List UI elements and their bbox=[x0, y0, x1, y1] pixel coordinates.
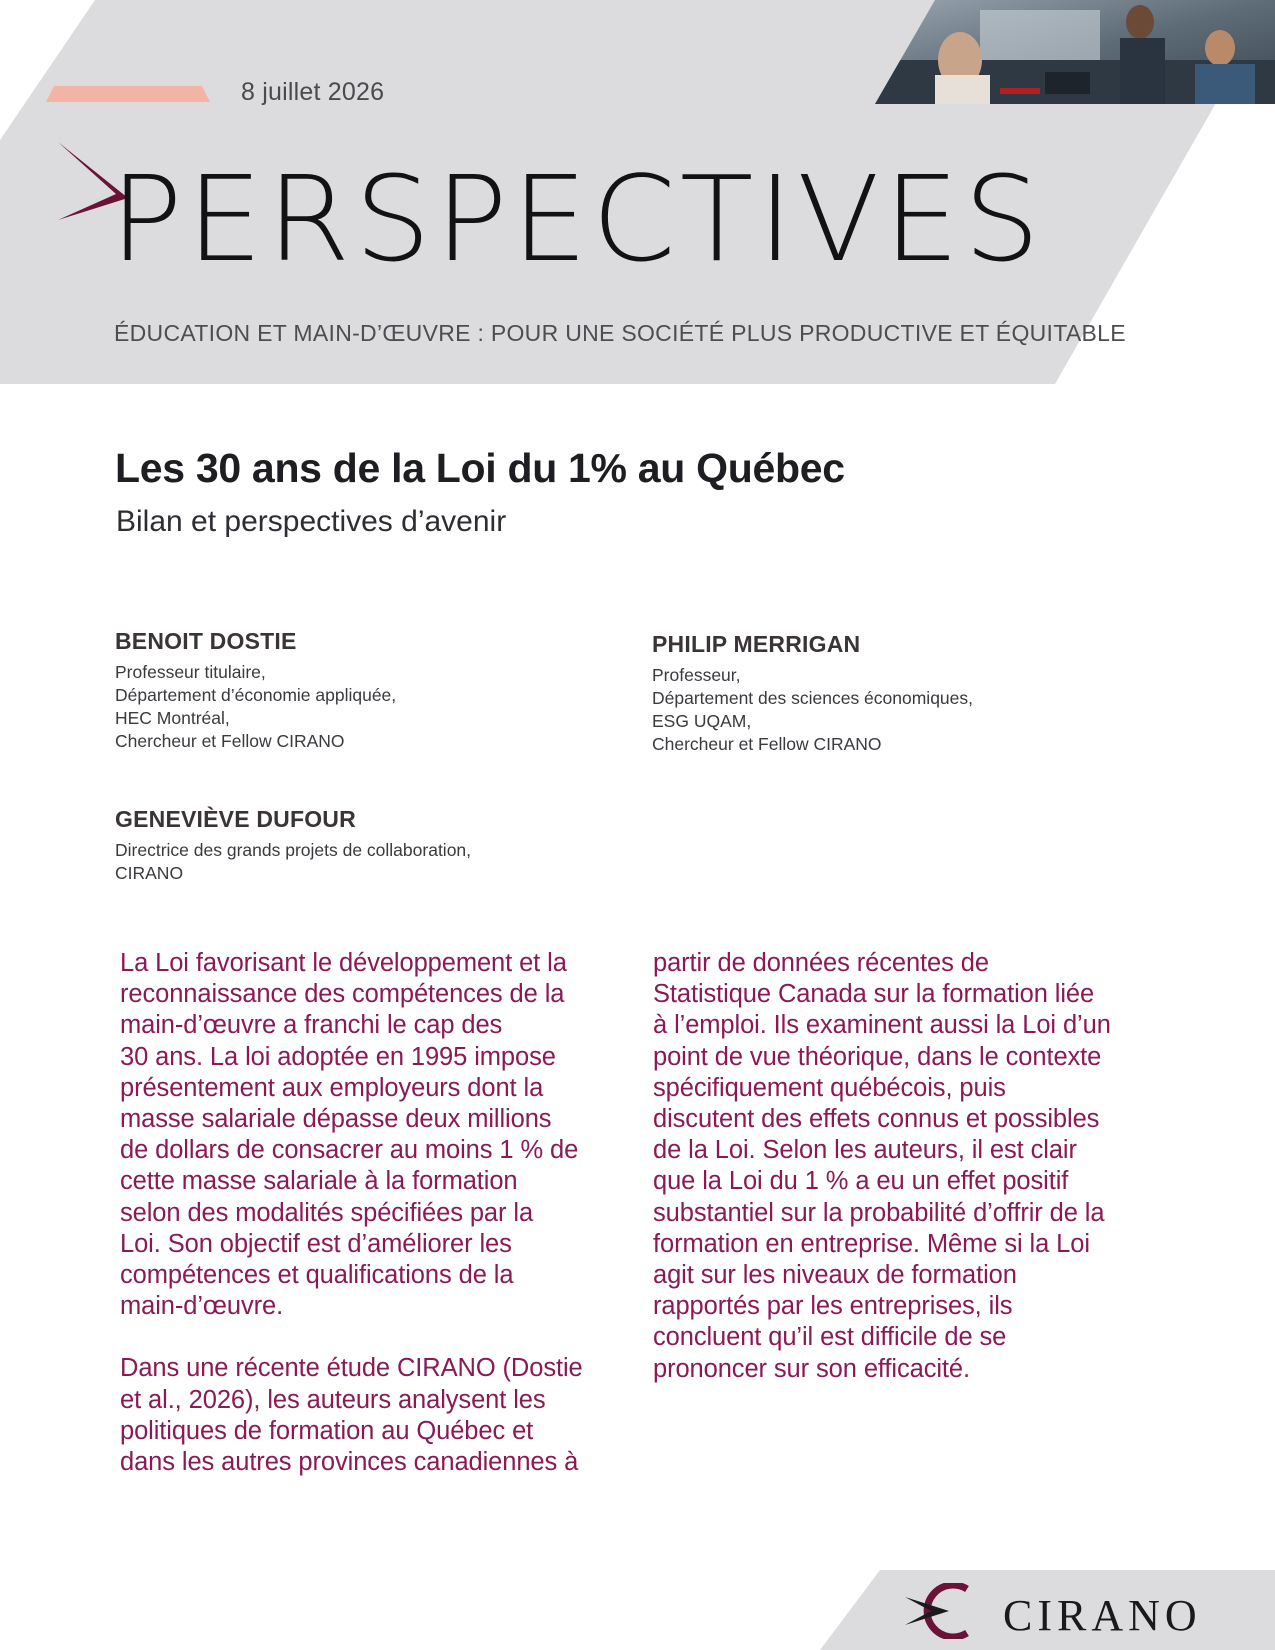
author-affiliation-line: Directrice des grands projets de collaboration, bbox=[115, 840, 472, 860]
cirano-logo-text: CIRANO bbox=[1003, 1591, 1202, 1640]
author-affiliation-line: Département d’économie appliquée, bbox=[115, 685, 397, 705]
body-paragraph: La Loi favorisant le développement et la reconnaissance des compétences de la main-d’œuvre a franchi le cap des 30 ans. La loi adoptée en 1995 impose présentement aux employeurs dont la masse salariale dépasse deux millions de dollars de consacrer au moins 1 % de cette masse salariale à la formation selon des modalités spécifiées par la Loi. Son objectif est d’améliorer les compétences et qualifications de la main-d’œuvre. bbox=[120, 949, 579, 1321]
author-affiliation-line: HEC Montréal, bbox=[115, 708, 230, 728]
cirano-logo-icon bbox=[905, 1583, 985, 1639]
body-paragraph: Dans une récente étude CIRANO (Dostie et al., 2026), les auteurs analysent les politiques de formation au Québec et dans les autres provinces canadiennes à bbox=[120, 1354, 583, 1477]
author-name: PHILIP MERRIGAN bbox=[652, 631, 861, 657]
author-affiliation-line: Chercheur et Fellow CIRANO bbox=[115, 731, 345, 751]
author-affiliation-line: Département des sciences économiques, bbox=[652, 688, 974, 708]
author-affiliation-line: ESG UQAM, bbox=[652, 711, 752, 731]
body-column-left bbox=[120, 948, 615, 1509]
body-column-right bbox=[653, 948, 1148, 1416]
author-block bbox=[115, 628, 396, 753]
author-name: BENOIT DOSTIE bbox=[115, 628, 297, 654]
author-block bbox=[115, 806, 471, 885]
author-affiliation-line: Chercheur et Fellow CIRANO bbox=[652, 734, 882, 754]
body-paragraph: partir de données récentes de Statistique Canada sur la formation liée à l’emploi. Ils examinent aussi la Loi d’un point de vue théorique, dans le contexte spécifiquement québécois, puis discutent des effets connus et possibles de la Loi. Selon les auteurs, il est clair que la Loi du 1 % a eu un effet positif substantiel sur la probabilité d’offrir de la formation en entreprise. Même si la Loi agit sur les niveaux de formation rapportés par les entreprises, ils concluent qu’il est difficile de se prononcer sur son efficacité. bbox=[653, 949, 1111, 1383]
article-subtitle: Bilan et perspectives d’avenir bbox=[116, 505, 507, 538]
author-affiliation-line: Professeur, bbox=[652, 665, 741, 685]
article-title: Les 30 ans de la Loi du 1% au Québec bbox=[115, 445, 845, 491]
author-block bbox=[652, 631, 973, 756]
author-affiliation-line: Professeur titulaire, bbox=[115, 662, 266, 682]
author-name: GENEVIÈVE DUFOUR bbox=[115, 806, 356, 832]
series-tagline: ÉDUCATION ET MAIN-D’ŒUVRE : POUR UNE SOCIÉTÉ PLUS PRODUCTIVE ET ÉQUITABLE bbox=[114, 320, 1126, 346]
masthead-title: PERSPECTIVES bbox=[110, 150, 1045, 288]
date-accent-bar bbox=[46, 86, 210, 102]
publication-date: 8 juillet 2026 bbox=[241, 78, 385, 106]
author-affiliation-line: CIRANO bbox=[115, 863, 184, 883]
